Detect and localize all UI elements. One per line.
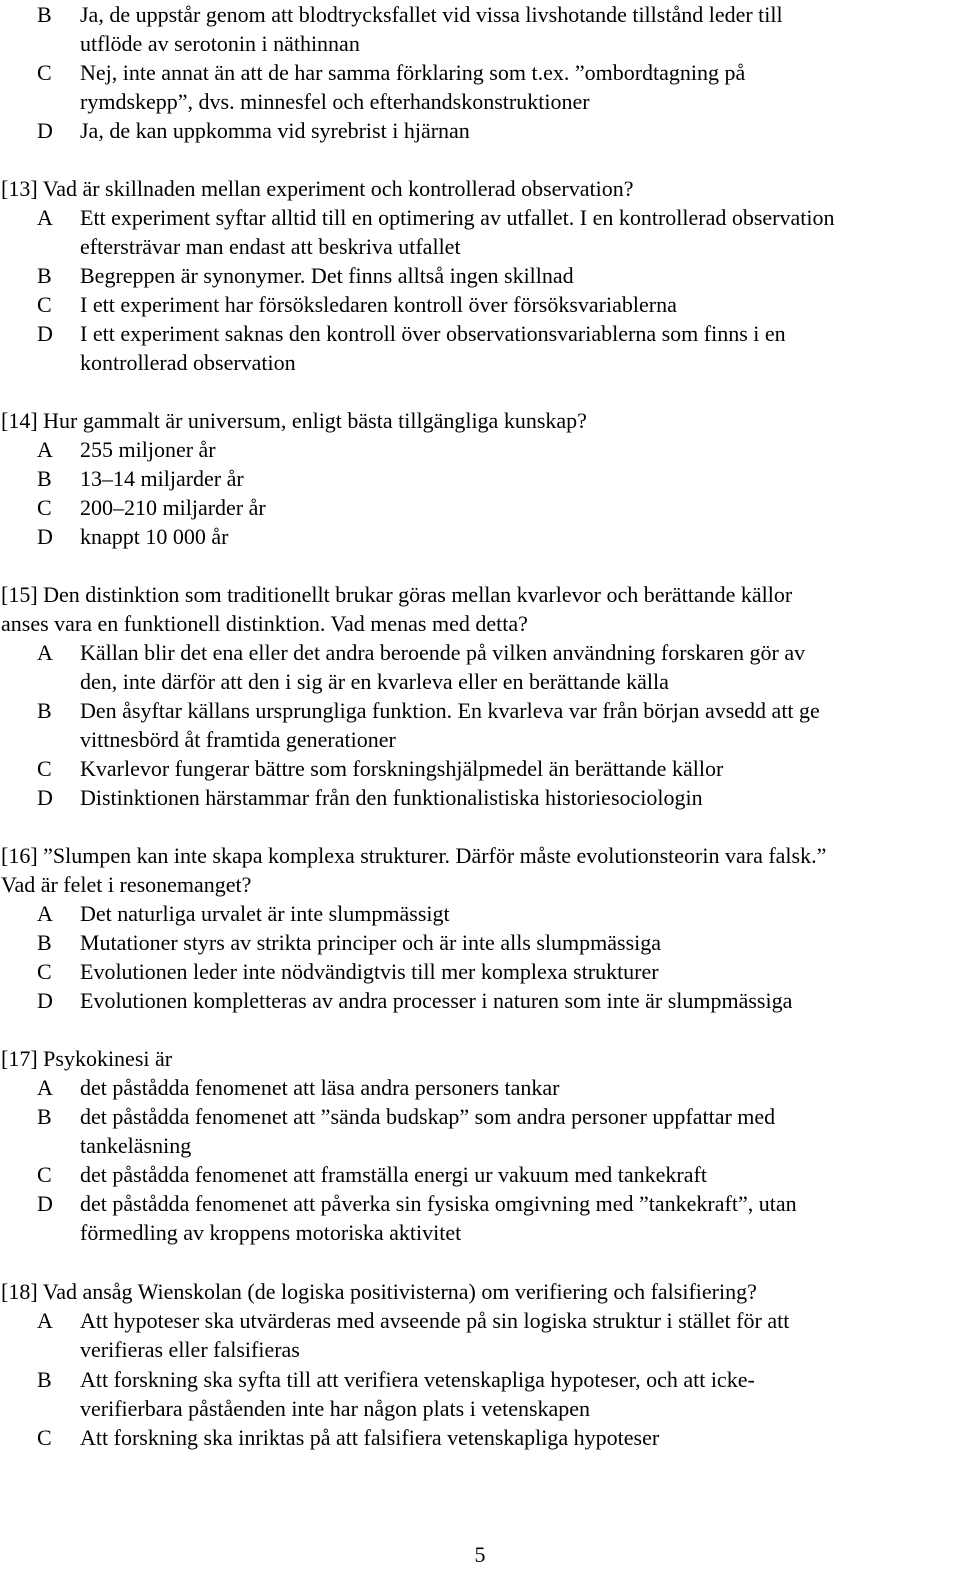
option-letter: B (37, 263, 52, 288)
option-text: Det naturliga urvalet är inte slumpmässigt (80, 901, 450, 926)
option-text: utflöde av serotonin i näthinnan (80, 31, 360, 56)
option-text: Distinktionen härstammar från den funktionalistiska historiesociologin (80, 785, 703, 810)
option-text: Evolutionen kompletteras av andra processer i naturen som inte är slumpmässiga (80, 988, 793, 1013)
option-letter: D (37, 321, 53, 346)
option-letter: D (37, 1191, 53, 1216)
option-letter: B (37, 930, 52, 955)
option-text: det påstådda fenomenet att läsa andra personers tankar (80, 1075, 560, 1100)
option-text: Den åsyftar källans ursprungliga funktion. En kvarleva var från början avsedd att ge (80, 698, 820, 723)
option-text: Att forskning ska inriktas på att falsifiera vetenskapliga hypoteser (80, 1425, 660, 1450)
option-letter: B (37, 466, 52, 491)
option-letter: A (37, 640, 53, 665)
option-letter: B (37, 1367, 52, 1392)
option-text: Ett experiment syftar alltid till en optimering av utfallet. I en kontrollerad observation (80, 205, 835, 230)
question-text: [15] Den distinktion som traditionellt brukar göras mellan kvarlevor och berättande källor (1, 582, 793, 607)
option-letter: C (37, 60, 52, 85)
option-letter: C (37, 959, 52, 984)
option-text: verifierbara påståenden inte har någon plats i vetenskapen (80, 1396, 591, 1421)
option-text: Ja, de kan uppkomma vid syrebrist i hjärnan (80, 118, 470, 143)
option-text: Att forskning ska syfta till att verifiera vetenskapliga hypoteser, och att icke- (80, 1367, 755, 1392)
option-letter: D (37, 785, 53, 810)
option-letter: C (37, 495, 52, 520)
option-text: rymdskepp”, dvs. minnesfel och efterhandskonstruktioner (80, 89, 590, 114)
option-text: knappt 10 000 år (80, 524, 229, 549)
option-letter: A (37, 901, 53, 926)
option-letter: C (37, 1425, 52, 1450)
option-letter: A (37, 437, 53, 462)
option-text: kontrollerad observation (80, 350, 296, 375)
option-text: 200–210 miljarder år (80, 495, 266, 520)
option-text: Ja, de uppstår genom att blodtrycksfallet vid vissa livshotande tillstånd leder till (80, 2, 783, 27)
option-text: Att hypoteser ska utvärderas med avseende på sin logiska struktur i stället för att (80, 1308, 790, 1333)
option-letter: A (37, 1308, 53, 1333)
question-text: [17] Psykokinesi är (1, 1046, 173, 1071)
page-number: 5 (474, 1542, 486, 1567)
option-text: Kvarlevor fungerar bättre som forskningshjälpmedel än berättande källor (80, 756, 724, 781)
option-letter: D (37, 118, 53, 143)
option-text: verifieras eller falsifieras (80, 1337, 300, 1362)
option-letter: C (37, 292, 52, 317)
option-text: Begreppen är synonymer. Det finns alltså ingen skillnad (80, 263, 574, 288)
option-text: Nej, inte annat än att de har samma förklaring som t.ex. ”ombordtagning på (80, 60, 746, 85)
option-text: det påstådda fenomenet att ”sända budskap” som andra personer uppfattar med (80, 1104, 776, 1129)
option-text: förmedling av kroppens motoriska aktivitet (80, 1220, 462, 1245)
question-text: [13] Vad är skillnaden mellan experiment och kontrollerad observation? (1, 176, 634, 201)
option-letter: B (37, 2, 52, 27)
option-text: Evolutionen leder inte nödvändigtvis till mer komplexa strukturer (80, 959, 659, 984)
question-text: Vad är felet i resonemanget? (1, 872, 252, 897)
option-text: vittnesbörd åt framtida generationer (80, 727, 396, 752)
option-text: tankeläsning (80, 1133, 192, 1158)
option-letter: A (37, 205, 53, 230)
option-letter: B (37, 698, 52, 723)
option-text: I ett experiment saknas den kontroll över observationsvariablerna som finns i en (80, 321, 786, 346)
question-text: [16] ”Slumpen kan inte skapa komplexa strukturer. Därför måste evolutionsteorin vara falsk.” (1, 843, 827, 868)
option-letter: D (37, 988, 53, 1013)
option-letter: A (37, 1075, 53, 1100)
option-text: det påstådda fenomenet att framställa energi ur vakuum med tankekraft (80, 1162, 707, 1187)
option-text: 13–14 miljarder år (80, 466, 244, 491)
option-letter: C (37, 1162, 52, 1187)
option-text: eftersträvar man endast att beskriva utfallet (80, 234, 461, 259)
option-letter: D (37, 524, 53, 549)
option-text: I ett experiment har försöksledaren kontroll över försöksvariablerna (80, 292, 677, 317)
option-letter: B (37, 1104, 52, 1129)
question-text: [14] Hur gammalt är universum, enligt bästa tillgängliga kunskap? (1, 408, 587, 433)
option-text: Källan blir det ena eller det andra beroende på vilken användning forskaren gör av (80, 640, 806, 665)
option-text: den, inte därför att den i sig är en kvarleva eller en berättande källa (80, 669, 669, 694)
option-letter: C (37, 756, 52, 781)
option-text: Mutationer styrs av strikta principer och är inte alls slumpmässiga (80, 930, 662, 955)
question-text: [18] Vad ansåg Wienskolan (de logiska positivisterna) om verifiering och falsifiering? (1, 1279, 757, 1304)
option-text: det påstådda fenomenet att påverka sin fysiska omgivning med ”tankekraft”, utan (80, 1191, 797, 1216)
question-text: anses vara en funktionell distinktion. Vad menas med detta? (1, 611, 528, 636)
option-text: 255 miljoner år (80, 437, 216, 462)
